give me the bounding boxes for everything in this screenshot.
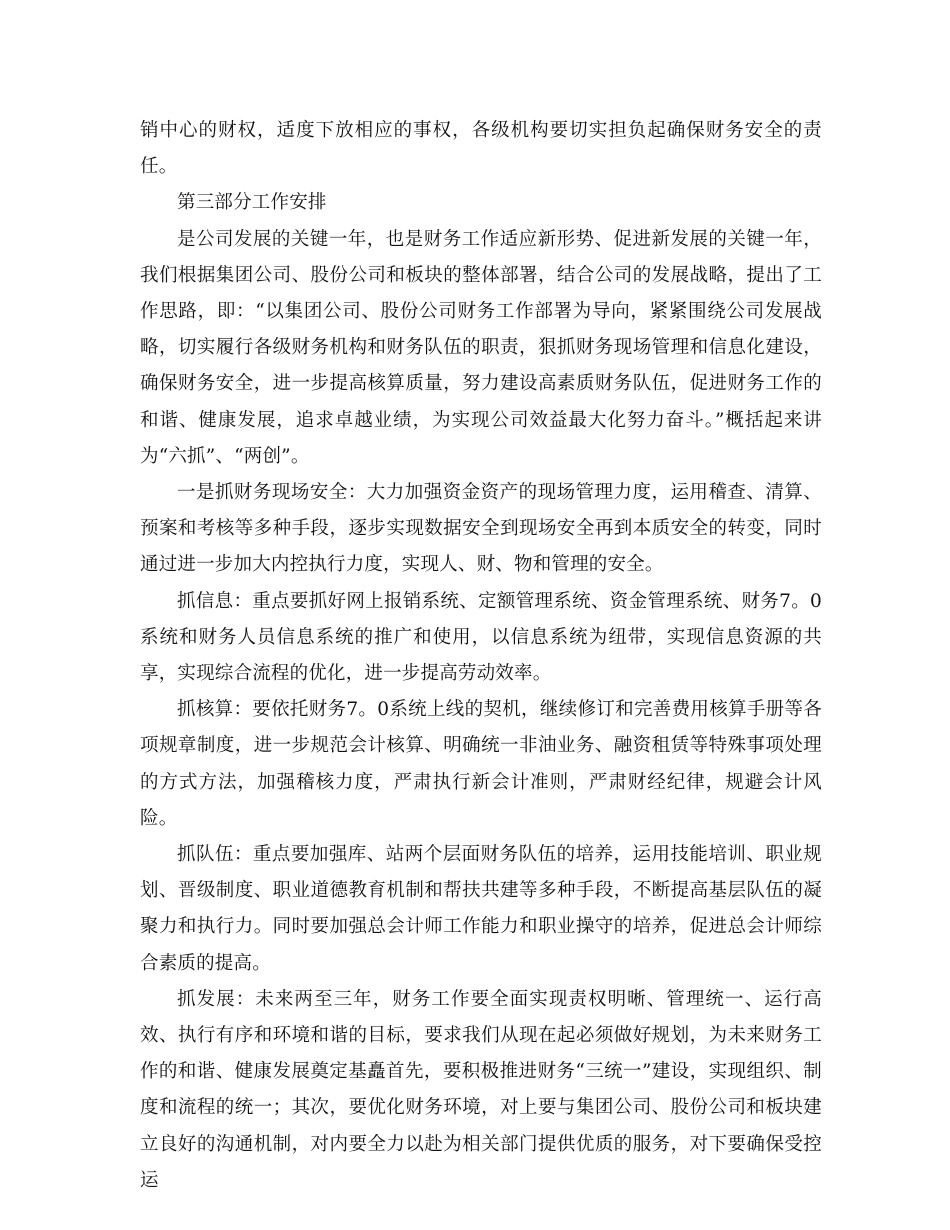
paragraph-work-plan-intro: 是公司发展的关键一年，也是财务工作适应新形势、促进新发展的关键一年，我们根据集团公司、股份公司和板块的整体部署，结合公司的发展战略，提出了工作思路，即：“以集团公司、股份公司财务工作部署为导向，紧紧围绕公司发展战略，切实履行各级财务机构和财务队伍的职责，狠抓财务现场管理和信息化建设，确保财务安全，进一步提高核算质量，努力建设高素质财务队伍，促进财务工作的和谐、健康发展，追求卓越业绩，为实现公司效益最大化努力奋斗。”概括起来讲为“六抓”、“两创”。 — [140, 228, 822, 467]
paragraph-team: 抓队伍：重点要加强库、站两个层面财务队伍的培养，运用技能培训、职业规划、晋级制度、职业道德教育机制和帮扶共建等多种手段，不断提高基层队伍的凝聚力和执行力。同时要加强总会计师工作能力和职业操守的培养，促进总会计师综合素质的提高。 — [140, 844, 822, 974]
paragraph-continuation: 销中心的财权，适度下放相应的事权，各级机构要切实担负起确保财务安全的责任。 — [140, 120, 822, 178]
paragraph-site-safety: 一是抓财务现场安全：大力加强资金资产的现场管理力度，运用稽查、清算、预案和考核等多种手段，逐步实现数据安全到现场安全再到本质安全的转变，同时通过进一步加大内控执行力度，实现人、财、物和管理的安全。 — [140, 482, 822, 576]
section-heading: 第三部分工作安排 — [177, 192, 327, 214]
paragraph-information: 抓信息：重点要抓好网上报销系统、定额管理系统、资金管理系统、财务7。0系统和财务人员信息系统的推广和使用，以信息系统为纽带，实现信息资源的共享，实现综合流程的优化，进一步提高劳动效率。 — [140, 590, 822, 685]
document-body — [140, 113, 822, 1199]
paragraph-development: 抓发展：未来两至三年，财务工作要全面实现责权明晰、管理统一、运行高效、执行有序和环境和谐的目标，要求我们从现在起必须做好规划，为未来财务工作的和谐、健康发展奠定基矗首先，要积极推进财务“三统一”建设，实现组织、制度和流程的统一；其次，要优化财务环境，对上要与集团公司、股份公司和板块建立良好的沟通机制，对内要全力以赴为相关部门提供优质的服务，对下要确保受控运 — [140, 988, 822, 1191]
paragraph-accounting: 抓核算：要依托财务7。0系统上线的契机，继续修订和完善费用核算手册等各项规章制度，进一步规范会计核算、明确统一非油业务、融资租赁等特殊事项处理的方式方法，加强稽核力度，严肃执行新会计准则，严肃财经纪律，规避会计风险。 — [140, 699, 822, 829]
